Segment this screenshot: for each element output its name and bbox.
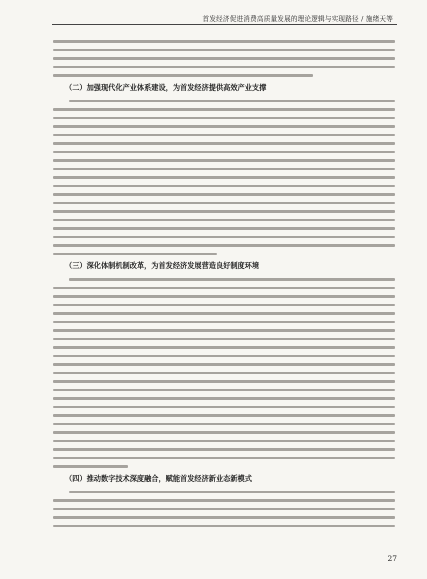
text-line bbox=[53, 49, 395, 52]
text-line bbox=[53, 414, 395, 417]
section-heading: （二）加强现代化产业体系建设，为首发经济提供高效产业支撑 bbox=[65, 82, 267, 92]
text-line bbox=[53, 193, 395, 196]
text-line bbox=[53, 516, 395, 519]
text-line bbox=[53, 74, 313, 77]
page-body bbox=[53, 40, 395, 533]
text-line bbox=[53, 40, 395, 43]
text-line bbox=[53, 236, 395, 239]
text-line bbox=[53, 66, 395, 69]
text-line bbox=[53, 168, 395, 171]
page-number: 27 bbox=[387, 554, 397, 563]
text-line bbox=[53, 431, 395, 434]
text-line bbox=[53, 295, 395, 298]
text-line bbox=[53, 159, 395, 162]
section-heading: （四）推动数字技术深度融合，赋能首发经济新业态新模式 bbox=[65, 473, 252, 483]
text-line bbox=[53, 338, 395, 341]
text-line bbox=[53, 142, 395, 145]
text-line bbox=[53, 202, 395, 205]
text-line bbox=[53, 397, 395, 400]
text-line bbox=[53, 372, 395, 375]
text-line bbox=[53, 287, 395, 290]
text-line bbox=[53, 312, 395, 315]
text-line bbox=[53, 227, 395, 230]
text-line bbox=[53, 465, 128, 468]
text-line bbox=[53, 304, 395, 307]
text-line bbox=[69, 278, 395, 281]
text-line bbox=[53, 380, 395, 383]
text-line bbox=[53, 210, 395, 213]
text-line bbox=[53, 499, 395, 502]
text-line bbox=[53, 457, 395, 460]
text-line bbox=[53, 244, 395, 247]
text-line bbox=[53, 57, 395, 60]
header-rule bbox=[52, 24, 397, 25]
text-line bbox=[53, 151, 395, 154]
text-line bbox=[53, 440, 395, 443]
text-line bbox=[53, 423, 395, 426]
text-line bbox=[53, 185, 395, 188]
text-line bbox=[53, 134, 395, 137]
text-line bbox=[53, 448, 395, 451]
text-line bbox=[53, 363, 395, 366]
section-heading: （三）深化体制机制改革，为首发经济发展营造良好制度环境 bbox=[65, 261, 260, 270]
text-line bbox=[53, 329, 395, 332]
text-line bbox=[53, 508, 395, 511]
text-line bbox=[53, 406, 395, 409]
running-head: 首发经济促进消费高质量发展的理论逻辑与实现路径 / 施绪天等 bbox=[202, 15, 393, 23]
text-line bbox=[53, 219, 395, 222]
text-line bbox=[69, 491, 395, 494]
text-line bbox=[53, 355, 395, 358]
text-line bbox=[53, 108, 395, 111]
text-line bbox=[53, 253, 217, 256]
text-line bbox=[53, 117, 395, 120]
text-line bbox=[53, 125, 395, 128]
text-line bbox=[53, 389, 395, 392]
text-line bbox=[53, 176, 395, 179]
text-line bbox=[53, 321, 395, 324]
text-line bbox=[69, 100, 395, 103]
text-line bbox=[53, 525, 395, 528]
text-line bbox=[53, 346, 395, 349]
